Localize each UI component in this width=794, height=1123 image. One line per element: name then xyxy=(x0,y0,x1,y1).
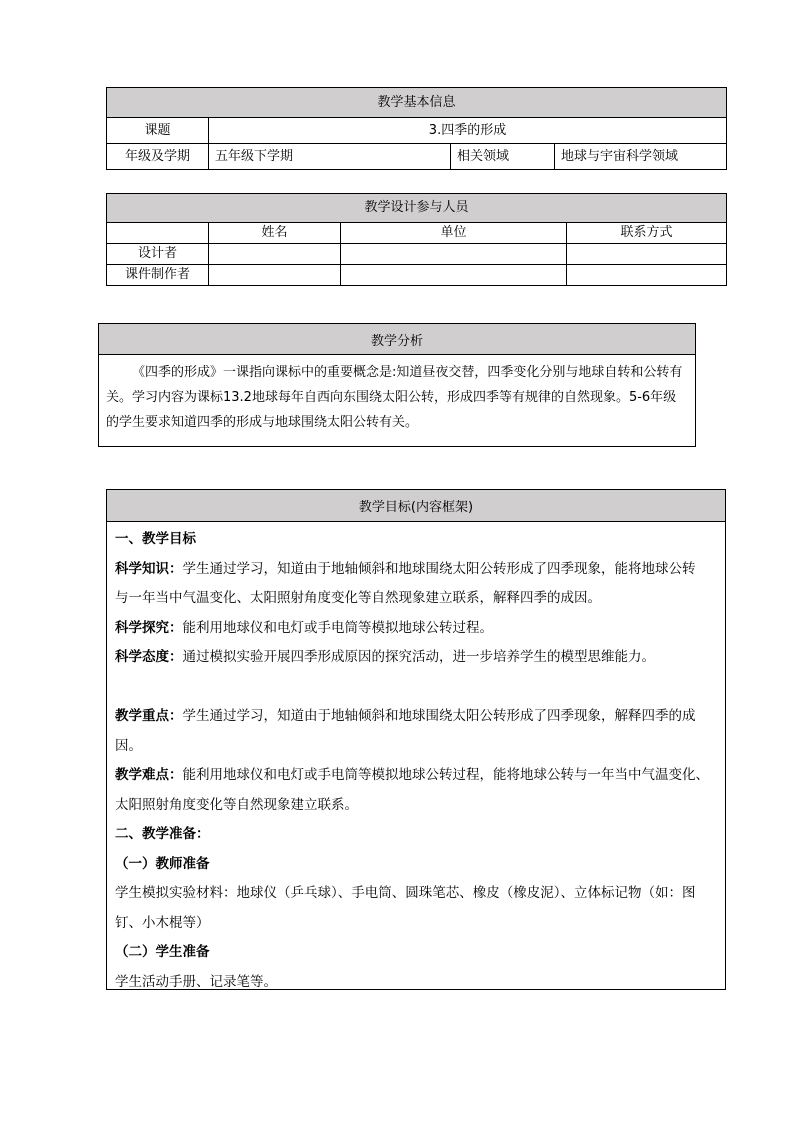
basic-info-title: 教学基本信息 xyxy=(107,88,727,118)
topic-label: 课题 xyxy=(107,118,209,144)
maker-contact-cell xyxy=(567,265,727,286)
section-2-heading: 二、教学准备： xyxy=(115,826,210,842)
col-name-header: 姓名 xyxy=(209,223,341,244)
difficulty-line-1 xyxy=(115,761,717,791)
designer-unit-cell xyxy=(341,244,567,265)
grade-value: 五年级下学期 xyxy=(209,144,451,170)
table-row xyxy=(107,244,727,265)
objectives-content xyxy=(107,522,725,997)
role-courseware-maker: 课件制作者 xyxy=(107,265,209,286)
section-1-heading: 一、教学目标 xyxy=(115,531,196,547)
grade-label: 年级及学期 xyxy=(107,144,209,170)
maker-name-cell xyxy=(209,265,341,286)
objectives-section xyxy=(106,489,726,990)
student-prep-heading: （二）学生准备 xyxy=(115,944,210,960)
field-value: 地球与宇宙科学领域 xyxy=(555,144,727,170)
topic-value: 3.四季的形成 xyxy=(209,118,727,144)
key-point-text-1: 学生通过学习，知道由于地轴倾斜和地球围绕太阳公转形成了四季现象，解释四季的成 xyxy=(182,708,696,724)
key-point-line-1 xyxy=(115,702,717,732)
attitude-label: 科学态度： xyxy=(115,649,183,665)
knowledge-text-1: 学生通过学习，知道由于地轴倾斜和地球围绕太阳公转形成了四季现象，能将地球公转 xyxy=(182,560,696,577)
key-point-label: 教学重点： xyxy=(115,708,183,724)
difficulty-label: 教学难点： xyxy=(115,767,183,783)
teacher-prep-text-1: 学生模拟实验材料：地球仪（乒乓球）、手电筒、圆珠笔芯、橡皮（橡皮泥）、立体标记物（如：图 xyxy=(115,885,696,901)
inquiry-label: 科学探究： xyxy=(115,619,183,636)
difficulty-text-2: 太阳照射角度变化等自然现象建立联系。 xyxy=(115,796,358,813)
teacher-prep-text-2: 钉、小木棍等） xyxy=(115,914,210,931)
attitude-line xyxy=(115,643,717,673)
maker-unit-cell xyxy=(341,265,567,286)
participants-table xyxy=(106,193,727,286)
attitude-text: 通过模拟实验开展四季形成原因的探究活动，进一步培养学生的模型思维能力。 xyxy=(182,649,655,665)
knowledge-label: 科学知识： xyxy=(115,560,183,577)
student-prep-text: 学生活动手册、记录笔等。 xyxy=(115,973,277,990)
key-point-text-2: 因。 xyxy=(115,737,142,754)
role-designer: 设计者 xyxy=(107,244,209,265)
analysis-paragraph: 《四季的形成》一课指向课标中的重要概念是:知道昼夜交替，四季变化分别与地球自转和公转有关。学习内容为课标13.2地球每年自西向东围绕太阳公转，形成四季等有规律的自然现象。5-6年级的学生要求知道四季的形成与地球围绕太阳公转有关。 xyxy=(106,365,683,430)
designer-contact-cell xyxy=(567,244,727,265)
objectives-title: 教学目标(内容框架) xyxy=(107,490,725,522)
analysis-title: 教学分析 xyxy=(99,324,695,355)
difficulty-text-1: 能利用地球仪和电灯或手电筒等模拟地球公转过程，能将地球公转与一年当中气温变化、 xyxy=(182,767,709,783)
basic-info-table xyxy=(106,87,727,170)
field-label: 相关领域 xyxy=(451,144,555,170)
corner-cell xyxy=(107,223,209,244)
participants-title: 教学设计参与人员 xyxy=(107,194,727,223)
table-row xyxy=(107,265,727,286)
inquiry-line xyxy=(115,614,717,644)
inquiry-text: 能利用地球仪和电灯或手电筒等模拟地球公转过程。 xyxy=(182,619,493,636)
spacer xyxy=(115,673,717,703)
col-unit-header: 单位 xyxy=(341,223,567,244)
knowledge-line-1 xyxy=(115,555,717,585)
analysis-section xyxy=(98,323,696,447)
col-contact-header: 联系方式 xyxy=(567,223,727,244)
knowledge-text-2: 与一年当中气温变化、太阳照射角度变化等自然现象建立联系，解释四季的成因。 xyxy=(115,590,601,606)
analysis-text xyxy=(99,355,695,435)
teacher-prep-heading: （一）教师准备 xyxy=(115,855,210,872)
designer-name-cell xyxy=(209,244,341,265)
